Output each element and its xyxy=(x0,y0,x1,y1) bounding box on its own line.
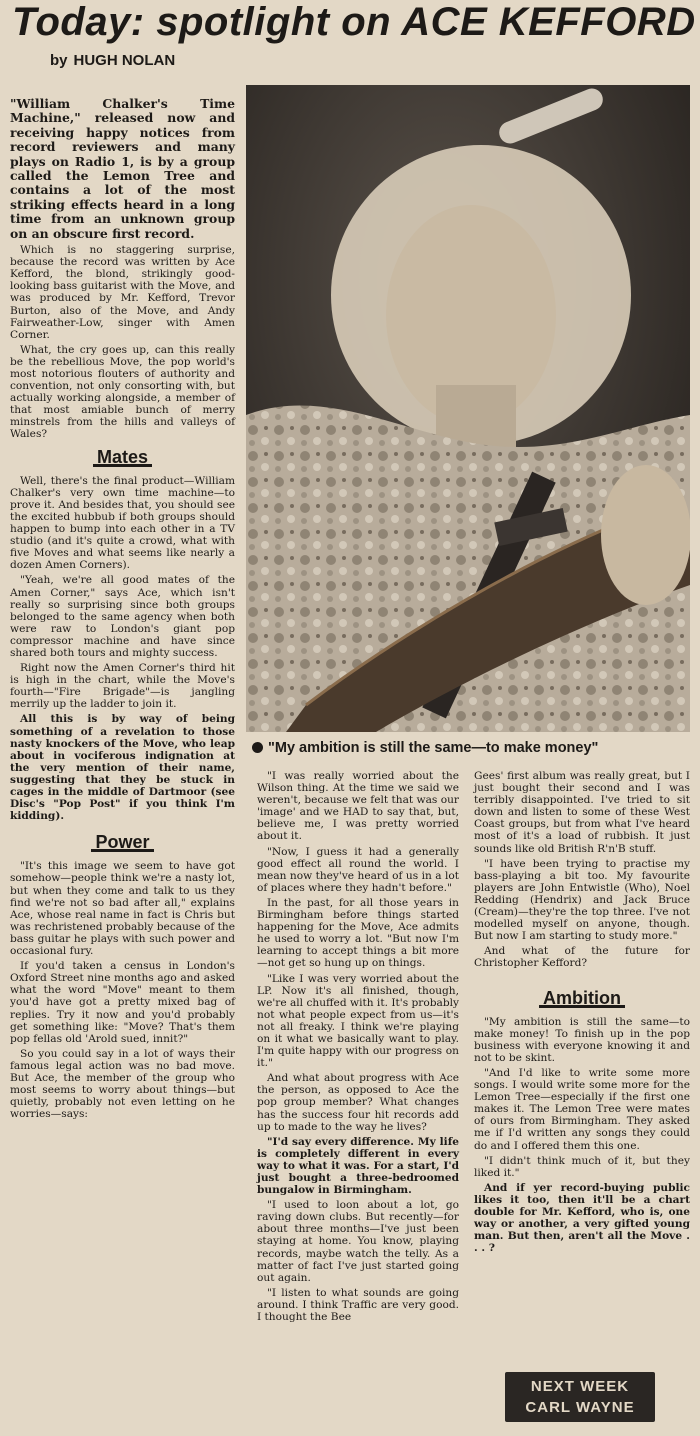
paragraph: "I listen to what sounds are going around. I think Traffic are very good. I thought the Bee xyxy=(257,1286,459,1324)
paragraph: Gees' first album was really great, but I just bought their second and I was terribly disappointed. I've tried to sit down and listen to some of these West Coast groups, but from what I've heard most of it's a load of rubbish. It just sounds like old British R'n'B stuff. xyxy=(474,770,690,855)
left-column xyxy=(10,97,235,1123)
paragraph: "I have been trying to practise my bass-playing a bit too. My favourite players are John Entwistle (Who), Noel Redding (Hendrix) and Jack Bruce (Cream)—they're the top three. I've not modelled myself on anyone, though. But now I am starting to study more." xyxy=(474,857,690,943)
byline xyxy=(50,52,175,69)
subhead-power-text: Power xyxy=(91,836,153,852)
middle-column xyxy=(257,770,459,1326)
paragraph: Which is no staggering surprise, because the record was written by Ace Kefford, the blond, strikingly good-looking bass guitarist with the Move, and was produced by Mr. Kefford, Trevor Burton, also of the Move, and Andy Fairweather-Low, singer with Amen Corner. xyxy=(10,244,235,341)
byline-prefix: by xyxy=(50,52,68,69)
paragraph: And what of the future for Christopher Kefford? xyxy=(474,945,690,970)
subhead-mates xyxy=(10,446,235,467)
next-week-name: CARL WAYNE xyxy=(525,1399,635,1416)
photo-illustration xyxy=(246,85,690,732)
paragraph: "I used to loon about a lot, go raving down clubs. But recently—for about three months—I've just been staying at home. You know, playing records, maybe watch the telly. As a matter of fact I've just started going out again. xyxy=(257,1199,459,1284)
bold-paragraph: "I'd say every difference. My life is completely different in every way to what it was. For a start, I'd just bought a three-bedroomed bungalow in Birmingham. xyxy=(257,1135,459,1197)
paragraph: "Yeah, we're all good mates of the Amen Corner," says Ace, which isn't really so surprising since both groups belonged to the same agency when both were raw to London's giant pop compressor machine and have since shared both tours and mighty success. xyxy=(10,574,235,659)
right-column xyxy=(474,770,690,1257)
paragraph: What, the cry goes up, can this really be the rebellious Move, the pop world's most notorious flouters of authority and convention, not only consorting with, but actually working alongside, a member of that most amiable bunch of merry minstrels from the hills and valleys of Wales? xyxy=(10,343,235,441)
next-week-box xyxy=(505,1372,655,1422)
subhead-mates-text: Mates xyxy=(93,451,152,467)
paragraph: "Now, I guess it had a generally good effect all round the world. I mean now they've heard of us in a lot of places where they hadn't before." xyxy=(257,845,459,894)
ace-kefford-photo xyxy=(246,85,690,732)
paragraph: So you could say in a lot of ways their famous legal action was no bad move. But Ace, the member of the group who most seems to worry about things—but quietly, probably not even letting on he worries—says: xyxy=(10,1047,235,1121)
paragraph: "I didn't think much of it, but they liked it." xyxy=(474,1154,690,1179)
page-title: Today: spotlight on ACE KEFFORD xyxy=(12,0,696,44)
paragraph: If you'd taken a census in London's Oxford Street nine months ago and asked what the word "Move" meant to them you'd have got a pretty mixed bag of replies. Try it now and you'd probably get something like: "Move? That's them pop fellas old 'Arold sued, innit?" xyxy=(10,960,235,1045)
paragraph: "Like I was very worried about the LP. Now it's all finished, though, we're all chuffed with it. It's probably not what people expect from us—it's not all freaky. I think we're playing on it what we basically want to play. I'm quite happy with our progress on it." xyxy=(257,972,459,1070)
pull-quote xyxy=(252,740,692,756)
paragraph: Right now the Amen Corner's third hit is high in the chart, while the Move's fourth—"Fire Brigade"—is jangling merrily up the ladder to join it. xyxy=(10,662,235,711)
paragraph: "I was really worried about the Wilson thing. At the time we said we weren't, because we felt that was our 'image' and we HAD to say that, but, believe me, I was pretty worried about it. xyxy=(257,770,459,843)
bullet-icon xyxy=(252,742,263,753)
paragraph: "It's this image we seem to have got somehow—people think we're a nasty lot, but when they come and talk to us they find we're not so bad after all," explains Ace, whose real name in fact is Chris but was rechristened probably because of the bass guitar he plays with such power and occasional fury. xyxy=(10,860,235,958)
byline-author: HUGH NOLAN xyxy=(73,52,176,69)
paragraph: And what about progress with Ace the person, as opposed to Ace the pop group member? What changes has the success four hit records add up to made to the way he lives? xyxy=(257,1072,459,1133)
next-week-label: NEXT WEEK xyxy=(530,1378,630,1395)
subhead-power xyxy=(10,832,235,853)
pull-quote-text: "My ambition is still the same—to make money" xyxy=(268,740,599,756)
bold-paragraph: And if yer record-buying public likes it too, then it'll be a chart double for Mr. Kefford, who is, one way or another, a very gifted young man. But then, aren't all the Move . . . ? xyxy=(474,1181,690,1255)
paragraph: Well, there's the final product—William Chalker's very own time machine—to prove it. And besides that, you should see the excited hubbub if both groups should happen to bump into each other in a TV studio (and it's quite a crowd, what with five Moves and what seems like nearly a dozen Amen Corners). xyxy=(10,474,235,572)
intro-paragraph: "William Chalker's Time Machine," released now and receiving happy notices from record reviewers and many plays on Radio 1, is by a group called the Lemon Tree and contains a lot of the most striking effects heard in a long time from an unknown group on an obscure first record. xyxy=(10,96,235,241)
paragraph: "My ambition is still the same—to make money! To finish up in the pop business with everyone knowing it and not to be skint. xyxy=(474,1015,690,1064)
bold-paragraph: All this is by way of being something of a revelation to those nasty knockers of the Move, who leap about in vociferous indignation at the very mention of their name, suggesting that they be stuck in cages in the middle of Dartmoor (see Disc's "Pop Post" if you think I'm kidding). xyxy=(10,713,235,823)
paragraph: In the past, for all those years in Birmingham before things started happening for the Move, Ace admits he used to worry a lot. "But now I'm learning to accept things a bit more—not get so hung up on things. xyxy=(257,896,459,970)
subhead-ambition xyxy=(474,987,690,1008)
subhead-ambition-text: Ambition xyxy=(539,992,625,1008)
paragraph: "And I'd like to write some more songs. I would write some more for the Lemon Tree—especially if the first one makes it. The Lemon Tree were mates of ours from Birmingham. They asked me if I'd written any songs they could do and I offered them this one. xyxy=(474,1066,690,1152)
